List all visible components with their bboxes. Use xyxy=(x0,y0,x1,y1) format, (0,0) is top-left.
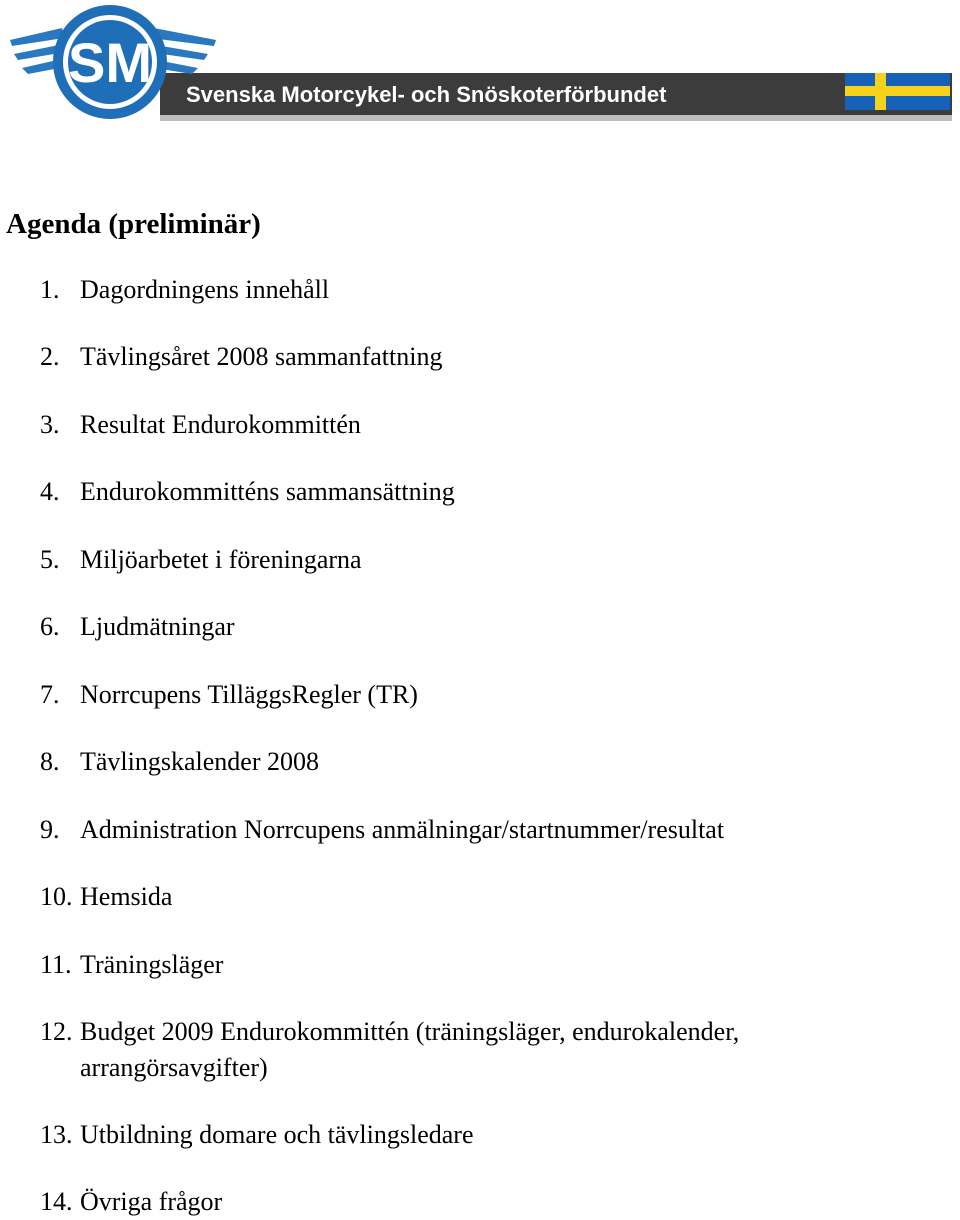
item-text: Resultat Endurokommittén xyxy=(80,410,361,439)
item-number: 6. xyxy=(40,612,60,641)
item-text: Hemsida xyxy=(80,882,173,911)
item-number: 2. xyxy=(40,342,60,371)
org-name: Svenska Motorcykel- och Snöskoterförbundet xyxy=(186,82,667,107)
item-number: 1. xyxy=(40,275,60,304)
page-title: Agenda (preliminär) xyxy=(6,208,261,240)
item-text: Miljöarbetet i föreningarna xyxy=(80,545,362,574)
item-number: 10. xyxy=(40,882,73,911)
item-number: 4. xyxy=(40,477,60,506)
letterhead xyxy=(0,0,960,135)
logo-letters: SM xyxy=(68,31,152,94)
swedish-flag-icon xyxy=(845,73,950,110)
item-text: Utbildning domare och tävlingsledare xyxy=(80,1120,474,1149)
item-text: Övriga frågor xyxy=(80,1187,223,1216)
item-number: 7. xyxy=(40,680,60,709)
item-text: Ljudmätningar xyxy=(80,612,235,641)
item-number: 8. xyxy=(40,747,60,776)
item-number: 14. xyxy=(40,1187,73,1216)
item-text: Norrcupens TilläggsRegler (TR) xyxy=(80,680,418,709)
item-number: 13. xyxy=(40,1120,73,1149)
item-number: 12. xyxy=(40,1017,73,1046)
item-text: Budget 2009 Endurokommittén (träningsläger, endurokalender, arrangörsavgifter) xyxy=(80,1017,740,1082)
sm-logo xyxy=(53,5,167,119)
item-text: Dagordningens innehåll xyxy=(80,275,330,304)
item-text: Tävlingsåret 2008 sammanfattning xyxy=(80,342,443,371)
item-number: 5. xyxy=(40,545,60,574)
item-text: Administration Norrcupens anmälningar/startnummer/resultat xyxy=(80,815,725,844)
item-text: Endurokommitténs sammansättning xyxy=(80,477,455,506)
letterhead-graphic xyxy=(0,0,960,135)
item-number: 11. xyxy=(40,950,72,979)
item-number: 9. xyxy=(40,815,60,844)
item-text: Träningsläger xyxy=(80,950,224,979)
item-number: 3. xyxy=(40,410,60,439)
item-text: Tävlingskalender 2008 xyxy=(80,747,319,776)
